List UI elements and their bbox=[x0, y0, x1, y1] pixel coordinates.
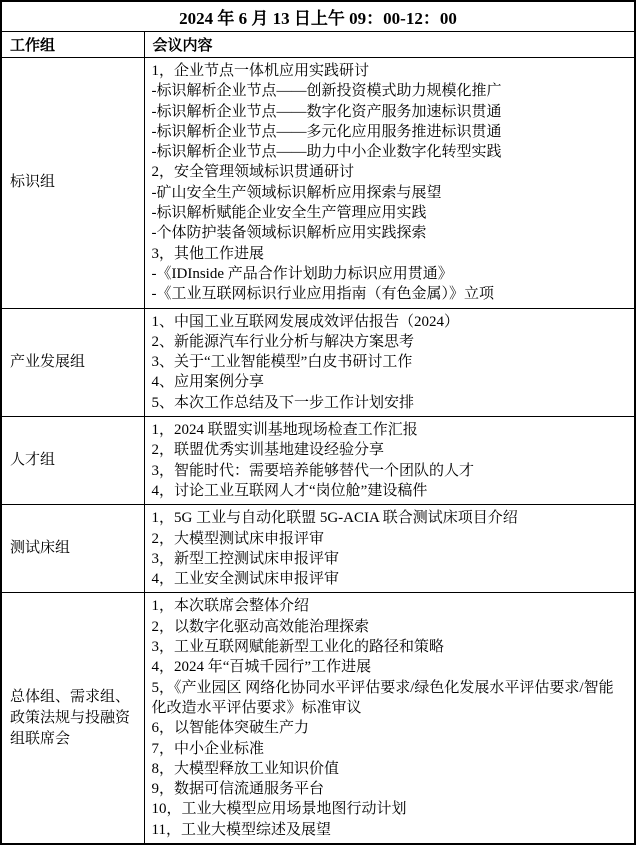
content-line: 9，数据可信流通服务平台 bbox=[151, 781, 325, 798]
schedule-title: 2024 年 6 月 13 日上午 09：00-12：00 bbox=[1, 1, 635, 32]
header-row bbox=[1, 32, 635, 58]
column-header-content: 会议内容 bbox=[144, 32, 635, 58]
content-line: 3，新型工控测试床申报评审 bbox=[151, 550, 340, 567]
content-line: -个体防护装备领域标识解析应用实践探索 bbox=[151, 225, 427, 242]
content-line: 4，2024 年“百城千园行”工作进展 bbox=[151, 659, 372, 676]
content-line: 11，工业大模型综述及展望 bbox=[151, 821, 331, 838]
content-line: 3，智能时代：需要培养能够替代一个团队的人才 bbox=[151, 462, 475, 479]
table-row bbox=[1, 505, 635, 593]
content-line: 4、应用案例分享 bbox=[151, 374, 265, 391]
content-line: -标识解析企业节点——多元化应用服务推进标识贯通 bbox=[151, 123, 502, 140]
content-line: 2、新能源汽车行业分析与解决方案思考 bbox=[151, 333, 415, 350]
content-line: -标识解析企业节点——助力中小企业数字化转型实践 bbox=[151, 144, 502, 161]
meeting-content bbox=[144, 593, 635, 844]
content-line: 2，大模型测试床申报评审 bbox=[151, 530, 325, 547]
column-header-workgroup: 工作组 bbox=[1, 32, 144, 58]
content-line: -《IDInside 产品合作计划助力标识应用贯通》 bbox=[151, 265, 453, 282]
content-line: 1，5G 工业与自动化联盟 5G-ACIA 联合测试床项目介绍 bbox=[151, 510, 518, 527]
content-line: 3、关于“工业智能模型”白皮书研讨工作 bbox=[151, 354, 413, 371]
content-line: 4，讨论工业互联网人才“岗位舱”建设稿件 bbox=[151, 482, 428, 499]
content-line: -标识解析赋能企业安全生产管理应用实践 bbox=[151, 205, 427, 222]
workgroup-name: 标识组 bbox=[1, 58, 144, 309]
table-body bbox=[1, 1, 635, 844]
meeting-content bbox=[144, 505, 635, 593]
workgroup-name: 总体组、需求组、政策法规与投融资组联席会 bbox=[1, 593, 144, 844]
workgroup-name: 人才组 bbox=[1, 417, 144, 505]
content-line: 5，《产业园区 网络化协同水平评估要求/绿色化发展水平评估要求/智能化改造水平评估要求》标准审议 bbox=[151, 679, 614, 716]
content-line: 8，大模型释放工业知识价值 bbox=[151, 760, 340, 777]
content-line: 2，联盟优秀实训基地建设经验分享 bbox=[151, 442, 385, 459]
content-line: -《工业互联网标识行业应用指南（有色金属）》立项 bbox=[151, 286, 494, 303]
content-line: 3，其他工作进展 bbox=[151, 245, 265, 262]
content-line: 5、本次工作总结及下一步工作计划安排 bbox=[151, 394, 415, 411]
content-line: 3，工业互联网赋能新型工业化的路径和策略 bbox=[151, 639, 445, 656]
content-line: 1、中国工业互联网发展成效评估报告（2024） bbox=[151, 313, 460, 330]
content-line: 1，2024 联盟实训基地现场检查工作汇报 bbox=[151, 422, 418, 439]
content-line: -标识解析企业节点——数字化资产服务加速标识贯通 bbox=[151, 103, 502, 120]
meeting-content bbox=[144, 58, 635, 309]
table-row bbox=[1, 58, 635, 309]
title-row bbox=[1, 1, 635, 32]
content-line: 4，工业安全测试床申报评审 bbox=[151, 571, 340, 588]
content-line: -矿山安全生产领域标识解析应用探索与展望 bbox=[151, 184, 442, 201]
workgroup-name: 测试床组 bbox=[1, 505, 144, 593]
content-line: 6，以智能体突破生产力 bbox=[151, 720, 310, 737]
workgroup-name: 产业发展组 bbox=[1, 308, 144, 416]
meeting-content bbox=[144, 417, 635, 505]
meeting-content bbox=[144, 308, 635, 416]
content-line: 2，安全管理领域标识贯通研讨 bbox=[151, 164, 355, 181]
content-line: 7，中小企业标准 bbox=[151, 740, 265, 757]
content-line: 2，以数字化驱动高效能治理探索 bbox=[151, 618, 370, 635]
content-line: 1，企业节点一体机应用实践研讨 bbox=[151, 63, 370, 79]
content-line: 1，本次联席会整体介绍 bbox=[151, 598, 310, 615]
table-row bbox=[1, 593, 635, 844]
table-row bbox=[1, 308, 635, 416]
content-line: 10，工业大模型应用场景地图行动计划 bbox=[151, 801, 407, 818]
table-row bbox=[1, 417, 635, 505]
content-line: -标识解析企业节点——创新投资模式助力规模化推广 bbox=[151, 83, 502, 100]
